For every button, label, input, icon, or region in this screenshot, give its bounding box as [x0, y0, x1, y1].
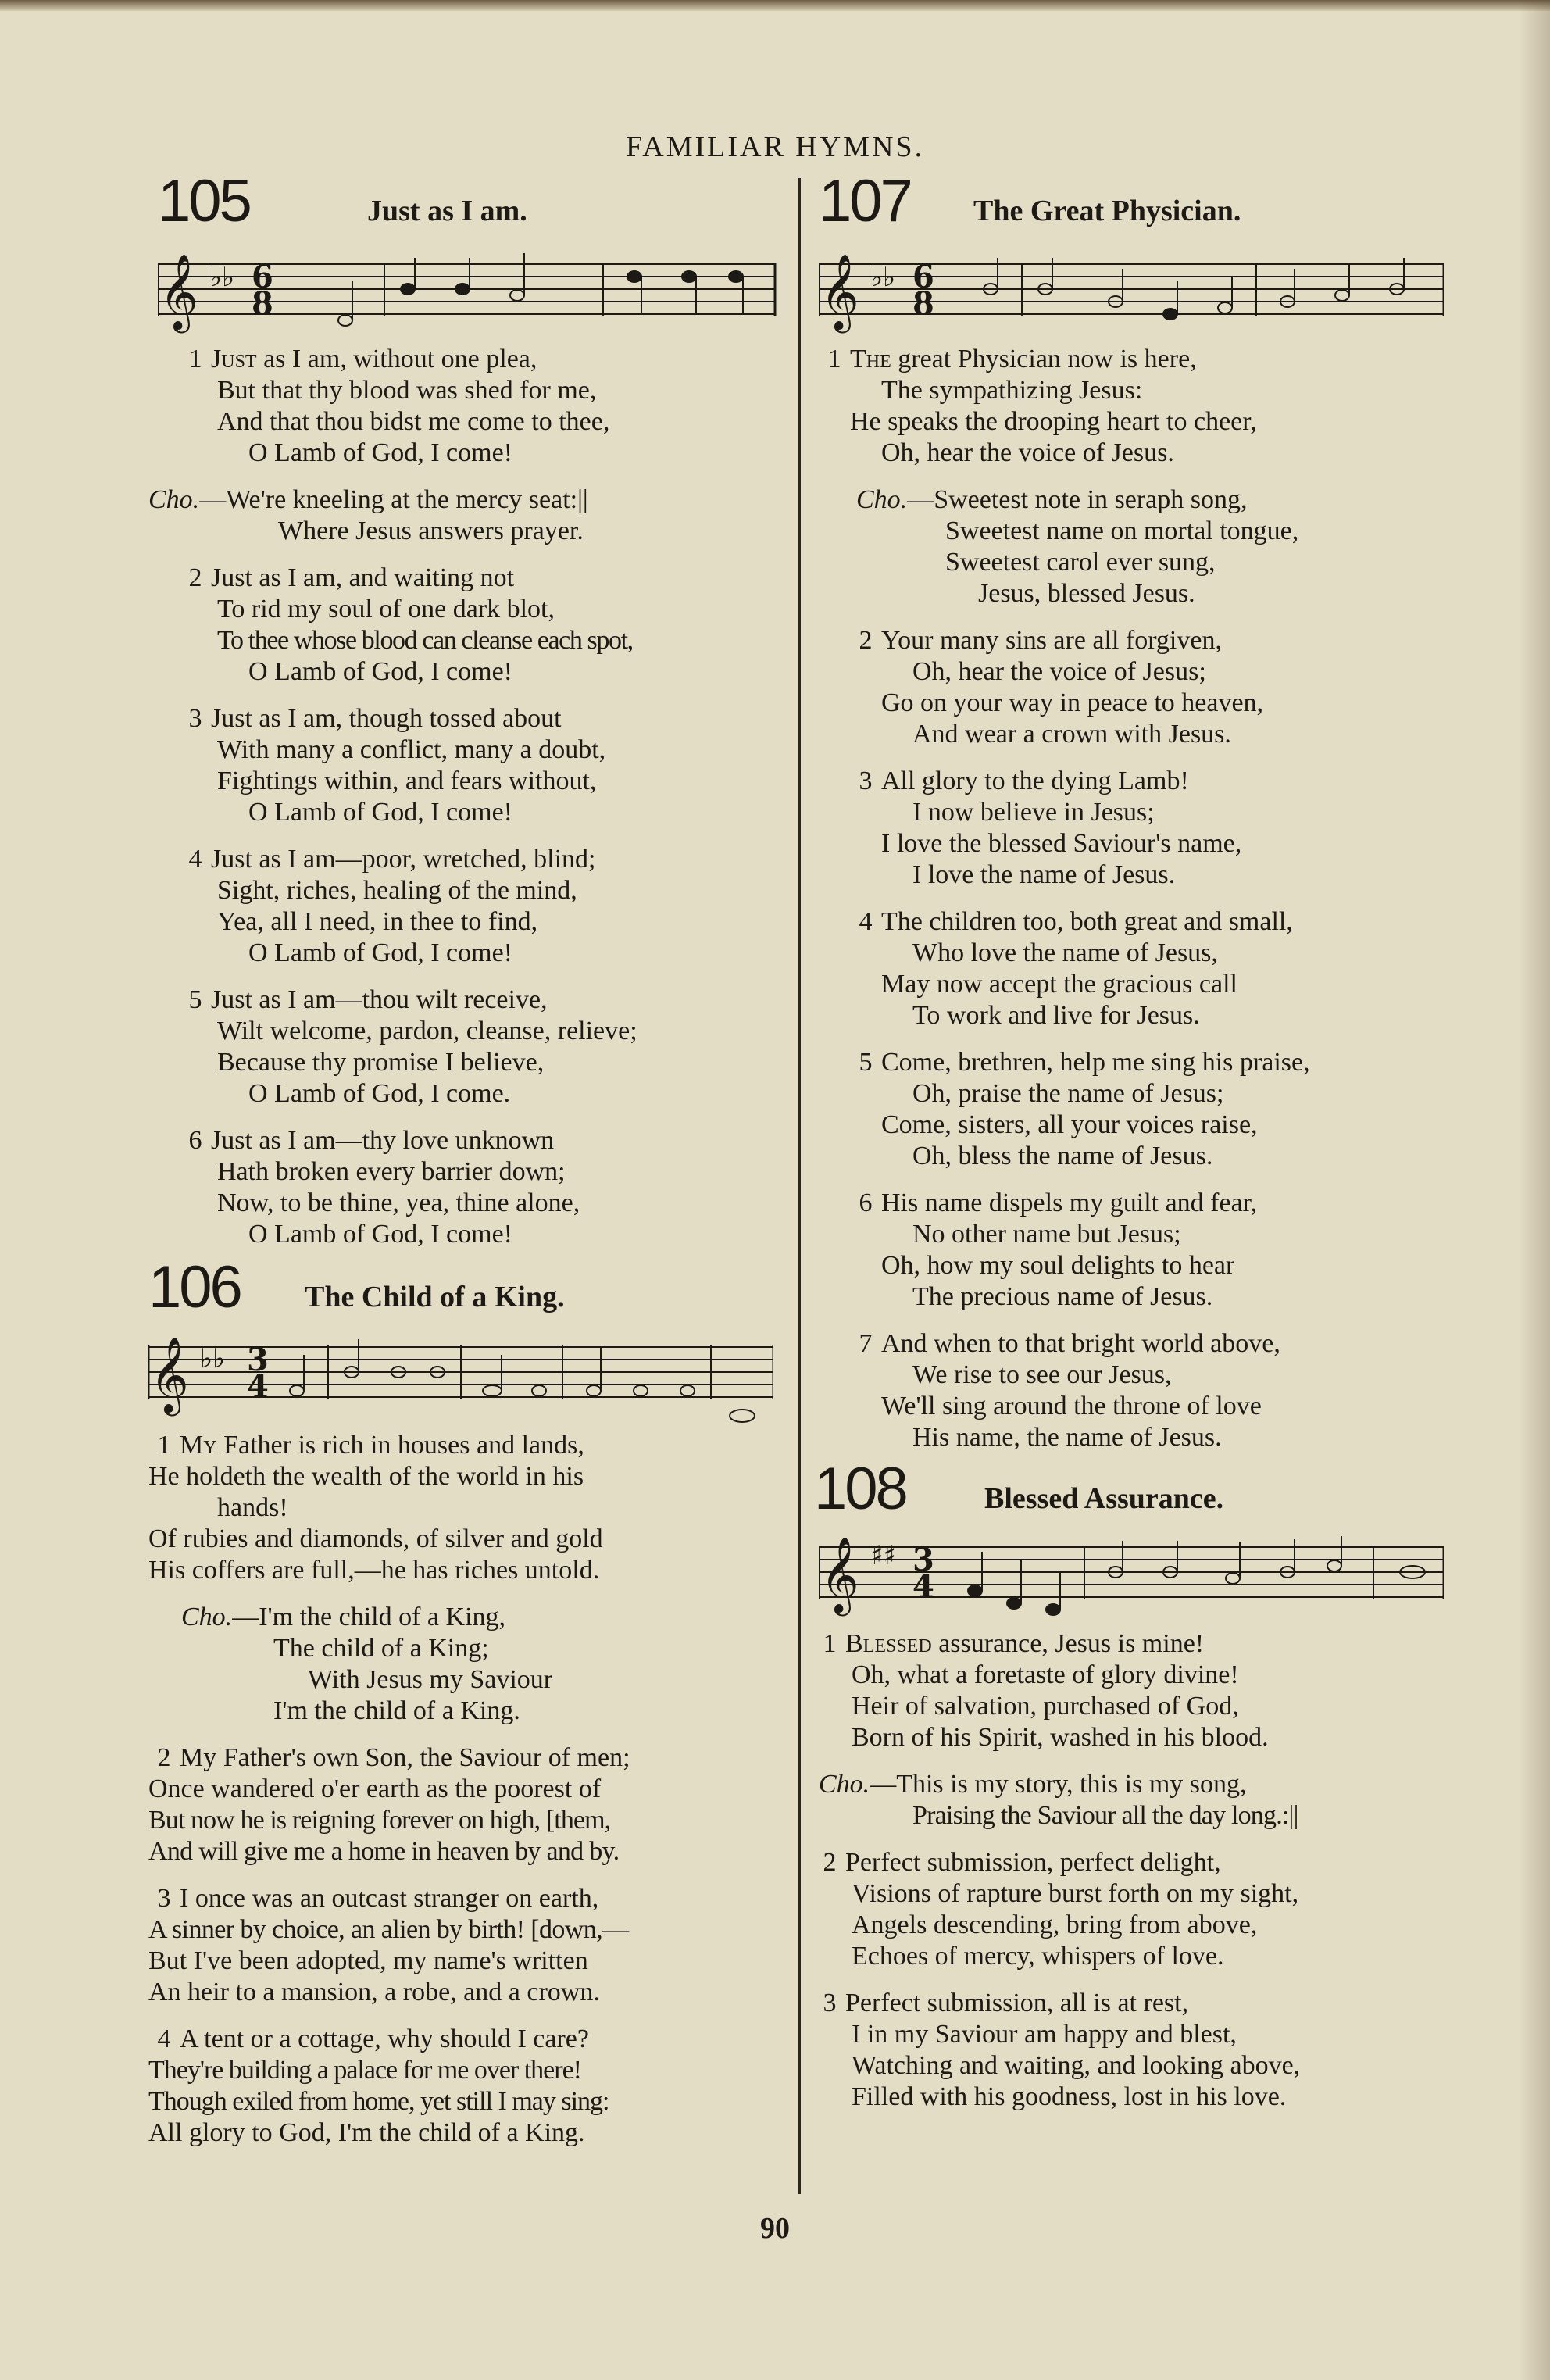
chorus-line: —Sweetest note in seraph song, — [907, 485, 1248, 514]
stanza-line: Oh, hear the voice of Jesus. — [881, 438, 1174, 467]
chorus-line: —This is my story, this is my song, — [870, 1770, 1247, 1799]
svg-text:♭♭: ♭♭ — [870, 262, 896, 293]
chorus-line: Praising the Saviour all the day long.:|| — [912, 1801, 1298, 1830]
stanza-line: Born of his Spirit, washed in his blood. — [852, 1723, 1269, 1752]
stanza-first-word: The — [850, 345, 891, 373]
stanza-line: The sympathizing Jesus: — [881, 376, 1143, 405]
stanza-line: Heir of salvation, purchased of God, — [852, 1692, 1239, 1721]
chorus-label: Cho. — [856, 485, 908, 514]
stanza-line: Oh, praise the name of Jesus; — [912, 1079, 1224, 1108]
stanza-line: hands! — [217, 1493, 288, 1522]
stanza-line: I love the blessed Saviour's name, — [881, 829, 1242, 858]
stanza-line: We rise to see our Jesus, — [912, 1360, 1172, 1389]
stanza-number: 6 — [188, 1126, 202, 1155]
stanza-number: 1 — [188, 345, 202, 373]
hymn-108-header — [814, 1456, 1459, 1525]
hymn-106-stanza-2 — [148, 1742, 789, 1867]
stanza-line: Wilt welcome, pardon, cleanse, relieve; — [217, 1017, 638, 1045]
hymn-106-music-staff — [148, 1324, 789, 1430]
stanza-line: And wear a crown with Jesus. — [912, 720, 1231, 749]
svg-text:4: 4 — [912, 1568, 934, 1605]
svg-text:3: 3 — [247, 1342, 269, 1378]
stanza-number: 6 — [859, 1188, 873, 1217]
hymn-105 — [148, 170, 789, 1250]
chorus-line: —I'm the child of a King, — [232, 1603, 506, 1631]
stanza-line: I once was an outcast stranger on earth, — [180, 1884, 599, 1913]
stanza-first-word: My — [180, 1431, 217, 1460]
stanza-line: The precious name of Jesus. — [912, 1282, 1213, 1311]
stanza-line: Filled with his goodness, lost in his love. — [852, 2082, 1287, 2111]
hymn-108-stanza-3 — [819, 1988, 1459, 2113]
stanza-line: Just as I am, though tossed about — [211, 704, 562, 733]
hymn-107-header — [819, 170, 1459, 242]
svg-text:𝄞: 𝄞 — [820, 1536, 859, 1613]
svg-text:𝄞: 𝄞 — [159, 253, 198, 330]
stanza-number: 1 — [823, 1629, 837, 1658]
stanza-line: And that thou bidst me come to thee, — [217, 407, 610, 436]
stanza-line: Now, to be thine, yea, thine alone, — [217, 1188, 580, 1217]
chorus-line: The child of a King; — [273, 1634, 489, 1663]
hymn-105-stanza-6 — [148, 1125, 789, 1250]
stanza-line: O Lamb of God, I come! — [248, 798, 513, 827]
left-column — [148, 170, 789, 2164]
hymn-title: The Great Physician. — [973, 195, 1241, 227]
svg-text:8: 8 — [252, 285, 273, 322]
hymn-107-stanza-3 — [819, 766, 1459, 891]
svg-text:𝄞: 𝄞 — [150, 1336, 189, 1413]
music-staff-notation — [819, 242, 1444, 344]
svg-text:8: 8 — [912, 285, 934, 322]
hymn-107-stanza-2 — [819, 625, 1459, 750]
chorus-line: I'm the child of a King. — [273, 1696, 520, 1725]
stanza-line: Fightings within, and fears without, — [217, 767, 597, 795]
hymn-106 — [148, 1256, 789, 2149]
stanza-number: 4 — [157, 2024, 171, 2053]
stanza-line: Who love the name of Jesus, — [912, 938, 1218, 967]
svg-text:6: 6 — [912, 259, 934, 295]
svg-text:♭♭: ♭♭ — [209, 262, 235, 293]
hymn-number: 106 — [148, 1254, 241, 1320]
page-header: FAMILIAR HYMNS. — [625, 130, 925, 163]
stanza-first-word: Blessed — [845, 1629, 932, 1658]
stanza-number: 5 — [859, 1048, 873, 1077]
hymn-title: Just as I am. — [367, 195, 527, 227]
stanza-line: Visions of rapture burst forth on my sight, — [852, 1879, 1299, 1908]
hymn-107-stanza-7 — [819, 1328, 1459, 1453]
svg-text:♭♭: ♭♭ — [200, 1343, 226, 1374]
hymn-105-stanza-1 — [148, 344, 789, 469]
hymn-number: 107 — [819, 168, 911, 234]
hymn-108-chorus — [819, 1769, 1459, 1831]
hymn-number: 108 — [814, 1456, 906, 1522]
stanza-line: as I am, without one plea, — [256, 345, 538, 373]
right-column — [814, 168, 1459, 2128]
stanza-number: 1 — [827, 345, 841, 373]
stanza-line: All glory to the dying Lamb! — [881, 767, 1189, 795]
stanza-line: Echoes of mercy, whispers of love. — [852, 1942, 1224, 1971]
hymn-106-stanza-1 — [148, 1430, 789, 1586]
stanza-line: No other name but Jesus; — [912, 1220, 1181, 1249]
stanza-number: 4 — [188, 845, 202, 874]
stanza-line: Just as I am—thy love unknown — [211, 1126, 555, 1155]
svg-text:6: 6 — [252, 259, 273, 295]
page-right-shadow — [1519, 0, 1550, 2380]
stanza-line: O Lamb of God, I come. — [248, 1079, 511, 1108]
hymn-107-chorus — [819, 484, 1459, 609]
stanza-line: assurance, Jesus is mine! — [931, 1629, 1205, 1658]
hymn-107-stanza-6 — [819, 1188, 1459, 1313]
hymn-108-stanza-1 — [819, 1628, 1459, 1753]
stanza-line: We'll sing around the throne of love — [881, 1392, 1262, 1420]
stanza-line: O Lamb of God, I come! — [248, 1220, 513, 1249]
stanza-line: And when to that bright world above, — [881, 1329, 1280, 1358]
stanza-line: May now accept the gracious call — [881, 970, 1238, 999]
stanza-line: Oh, what a foretaste of glory divine! — [852, 1660, 1239, 1689]
column-divider — [798, 178, 801, 2194]
stanza-number: 3 — [157, 1884, 171, 1913]
stanza-line: His name, the name of Jesus. — [912, 1423, 1222, 1452]
hymn-108-stanza-2 — [819, 1847, 1459, 1972]
stanza-line: Of rubies and diamonds, of silver and gold — [148, 1524, 603, 1553]
stanza-line: Hath broken every barrier down; — [217, 1157, 566, 1186]
music-staff-notation — [158, 242, 783, 344]
stanza-line: Though exiled from home, yet still I may sing: — [148, 2087, 609, 2116]
chorus-line: Where Jesus answers prayer. — [278, 516, 584, 545]
stanza-number: 4 — [859, 907, 873, 936]
stanza-number: 2 — [859, 626, 873, 655]
hymn-title: The Child of a King. — [305, 1281, 565, 1313]
stanza-line: O Lamb of God, I come! — [248, 657, 513, 686]
stanza-number: 7 — [859, 1329, 873, 1358]
hymn-106-header — [148, 1256, 789, 1324]
stanza-line: He holdeth the wealth of the world in his — [148, 1462, 584, 1491]
stanza-line: Oh, hear the voice of Jesus; — [912, 657, 1206, 686]
stanza-number: 3 — [823, 1989, 837, 2017]
chorus-line: Sweetest name on mortal tongue, — [945, 516, 1299, 545]
chorus-label: Cho. — [148, 485, 200, 514]
stanza-line: great Physician now is here, — [891, 345, 1197, 373]
stanza-number: 2 — [157, 1743, 171, 1772]
stanza-line: But that thy blood was shed for me, — [217, 376, 597, 405]
svg-text:♯♯: ♯♯ — [870, 1540, 896, 1571]
stanza-line: An heir to a mansion, a robe, and a crown. — [148, 1978, 600, 2007]
stanza-line: Come, sisters, all your voices raise, — [881, 1110, 1258, 1139]
stanza-line: Because thy promise I believe, — [217, 1048, 545, 1077]
stanza-line: All glory to God, I'm the child of a King. — [148, 2118, 585, 2147]
stanza-line: His coffers are full,—he has riches untold. — [148, 1556, 600, 1585]
stanza-line: I love the name of Jesus. — [912, 860, 1176, 889]
stanza-line: Just as I am—poor, wretched, blind; — [211, 845, 596, 874]
stanza-line: Father is rich in houses and lands, — [216, 1431, 584, 1460]
stanza-number: 5 — [188, 985, 202, 1014]
stanza-line: To thee whose blood can cleanse each spot, — [217, 626, 633, 655]
hymn-105-stanza-4 — [148, 844, 789, 969]
stanza-line: To rid my soul of one dark blot, — [217, 595, 555, 624]
stanza-line: He speaks the drooping heart to cheer, — [850, 407, 1257, 436]
hymn-number: 105 — [158, 168, 250, 234]
stanza-line: His name dispels my guilt and fear, — [881, 1188, 1258, 1217]
svg-text:3: 3 — [912, 1542, 934, 1578]
stanza-line: Watching and waiting, and looking above, — [852, 2051, 1301, 2080]
stanza-line: Oh, how my soul delights to hear — [881, 1251, 1235, 1280]
stanza-line: Perfect submission, all is at rest, — [845, 1989, 1189, 2017]
stanza-line: Just as I am—thou wilt receive, — [211, 985, 548, 1014]
stanza-line: I in my Saviour am happy and blest, — [852, 2020, 1237, 2049]
stanza-line: Once wandered o'er earth as the poorest of — [148, 1774, 602, 1803]
stanza-line: And will give me a home in heaven by and by. — [148, 1837, 620, 1866]
page-number: 90 — [760, 2212, 790, 2245]
svg-text:𝄞: 𝄞 — [820, 253, 859, 330]
stanza-line: The children too, both great and small, — [881, 907, 1293, 936]
music-staff-notation — [819, 1525, 1444, 1628]
stanza-line: Yea, all I need, in thee to find, — [217, 907, 538, 936]
stanza-number: 2 — [188, 563, 202, 592]
hymn-105-stanza-5 — [148, 985, 789, 1110]
stanza-number: 3 — [188, 704, 202, 733]
stanza-line: But now he is reigning forever on high, [them, — [148, 1806, 611, 1835]
stanza-line: O Lamb of God, I come! — [248, 938, 513, 967]
chorus-line: —We're kneeling at the mercy seat:|| — [199, 485, 588, 514]
stanza-line: My Father's own Son, the Saviour of men; — [180, 1743, 630, 1772]
hymn-title: Blessed Assurance. — [984, 1482, 1224, 1515]
hymn-107-music-staff — [819, 242, 1459, 344]
stanza-line: A tent or a cottage, why should I care? — [180, 2024, 589, 2053]
hymn-105-music-staff — [148, 242, 789, 344]
stanza-line: Sight, riches, healing of the mind, — [217, 876, 577, 905]
hymn-105-stanza-3 — [148, 703, 789, 828]
hymn-107-stanza-5 — [819, 1047, 1459, 1172]
chorus-line: Sweetest carol ever sung, — [945, 548, 1216, 577]
stanza-line: Your many sins are all forgiven, — [881, 626, 1222, 655]
stanza-line: Just as I am, and waiting not — [211, 563, 515, 592]
hymn-107-stanza-1 — [819, 344, 1459, 469]
stanza-line: Perfect submission, perfect delight, — [845, 1848, 1221, 1877]
stanza-line: Angels descending, bring from above, — [852, 1910, 1258, 1939]
chorus-line: Jesus, blessed Jesus. — [978, 579, 1195, 608]
stanza-number: 1 — [157, 1431, 171, 1460]
stanza-line: To work and live for Jesus. — [912, 1001, 1200, 1030]
hymn-107-stanza-4 — [819, 906, 1459, 1031]
stanza-line: A sinner by choice, an alien by birth! [down,— — [148, 1915, 629, 1944]
stanza-first-word: Just — [211, 345, 257, 373]
hymn-105-header — [148, 170, 789, 242]
hymn-106-stanza-3 — [148, 1883, 789, 2008]
stanza-line: Come, brethren, help me sing his praise, — [881, 1048, 1310, 1077]
stanza-line: But I've been adopted, my name's written — [148, 1946, 588, 1975]
stanza-line: O Lamb of God, I come! — [248, 438, 513, 467]
hymn-106-chorus — [148, 1602, 789, 1727]
stanza-number: 3 — [859, 767, 873, 795]
page-top-edge — [0, 0, 1550, 11]
stanza-line: I now believe in Jesus; — [912, 798, 1155, 827]
hymn-108 — [814, 1456, 1459, 2113]
hymn-105-chorus — [148, 484, 789, 547]
music-staff-notation — [148, 1324, 773, 1430]
svg-text:4: 4 — [247, 1368, 269, 1405]
chorus-label: Cho. — [181, 1603, 233, 1631]
stanza-line: They're building a palace for me over there! — [148, 2056, 582, 2085]
stanza-number: 2 — [823, 1848, 837, 1877]
stanza-line: Oh, bless the name of Jesus. — [912, 1142, 1213, 1170]
hymn-106-stanza-4 — [148, 2024, 789, 2149]
stanza-line: With many a conflict, many a doubt, — [217, 735, 606, 764]
hymn-105-stanza-2 — [148, 563, 789, 688]
stanza-line: Go on your way in peace to heaven, — [881, 688, 1264, 717]
chorus-label: Cho. — [819, 1770, 870, 1799]
hymn-108-music-staff — [819, 1525, 1459, 1628]
chorus-line: With Jesus my Saviour — [308, 1665, 553, 1694]
hymn-107 — [819, 170, 1459, 1453]
